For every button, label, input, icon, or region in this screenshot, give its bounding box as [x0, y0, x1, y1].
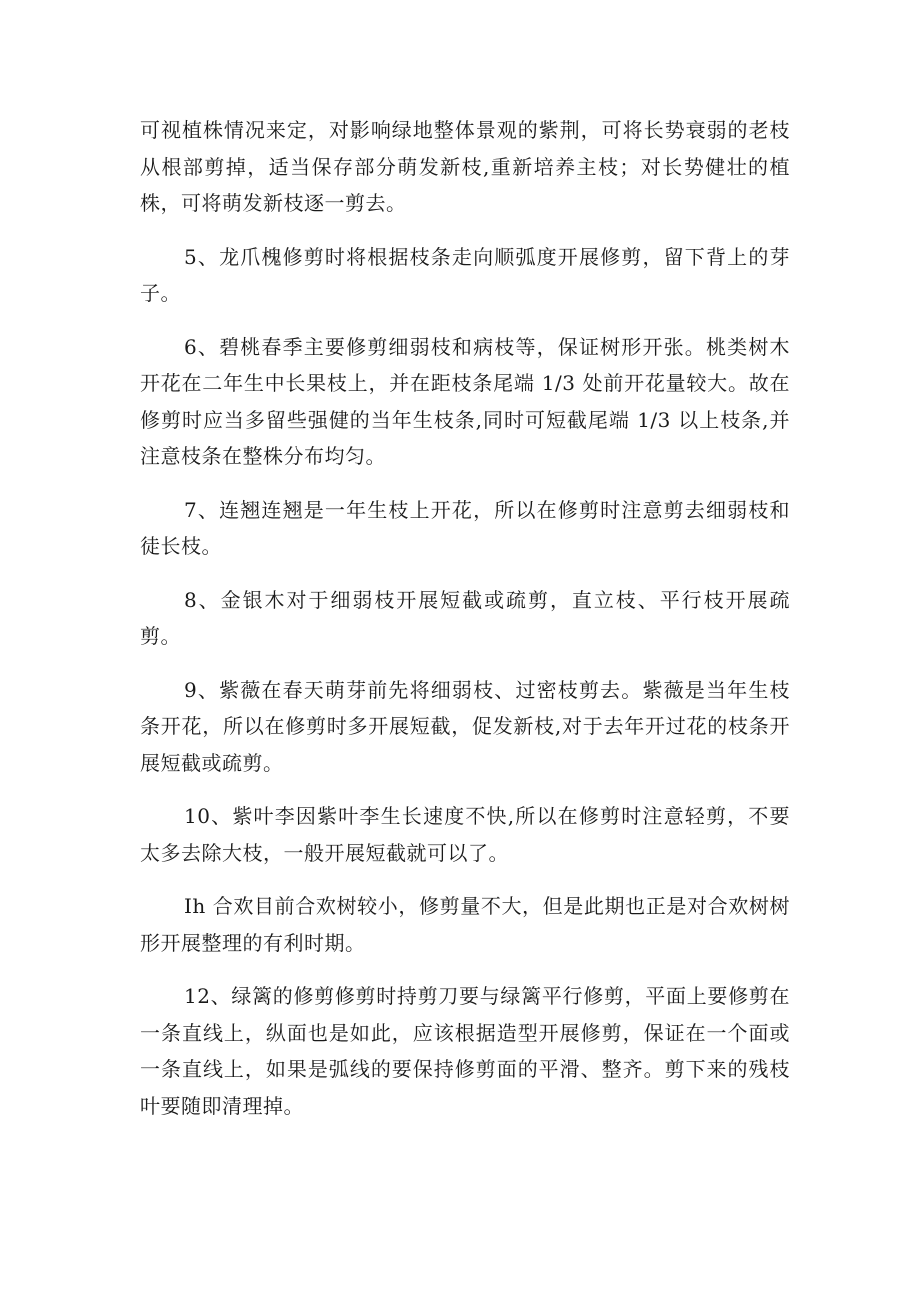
paragraph-item-5: 5、龙爪槐修剪时将根据枝条走向顺弧度开展修剪，留下背上的芽子。: [140, 244, 790, 305]
paragraph-intro: 可视植株情况来定，对影响绿地整体景观的紫荆，可将长势衰弱的老枝从根部剪掉，适当保存部分萌发新枝,重新培养主枝；对长势健壮的植株，可将萌发新枝逐一剪去。: [140, 118, 790, 215]
paragraph-item-9: 9、紫薇在春天萌芽前先将细弱枝、过密枝剪去。紫薇是当年生枝条开花，所以在修剪时多开展短截，促发新枝,对于去年开过花的枝条开展短截或疏剪。: [140, 677, 790, 775]
paragraph-item-11: Ih 合欢目前合欢树较小，修剪量不大，但是此期也正是对合欢树树形开展整理的有利时期。: [140, 894, 790, 955]
paragraph-item-8: 8、金银木对于细弱枝开展短截或疏剪，直立枝、平行枝开展疏剪。: [140, 587, 790, 648]
paragraph-item-7: 7、连翘连翘是一年生枝上开花，所以在修剪时注意剪去细弱枝和徒长枝。: [140, 497, 790, 558]
paragraph-item-6: 6、碧桃春季主要修剪细弱枝和病枝等，保证树形开张。桃类树木开花在二年生中长果枝上，并在距枝条尾端 1/3 处前开花量较大。故在修剪时应当多留些强健的当年生枝条,同时可短截尾端 1/3 以上枝条,并注意枝条在整株分布均匀。: [140, 334, 790, 468]
paragraph-item-12: 12、绿篱的修剪修剪时持剪刀要与绿篱平行修剪，平面上要修剪在一条直线上，纵面也是如此，应该根据造型开展修剪，保证在一个面或一条直线上，如果是弧线的要保持修剪面的平滑、整齐。剪下来的残枝叶要随即清理掉。: [140, 984, 790, 1118]
document-body: [140, 112, 790, 1124]
paragraph-item-10: 10、紫叶李因紫叶李生长速度不快,所以在修剪时注意轻剪，不要太多去除大枝，一般开展短截就可以了。: [140, 804, 790, 865]
